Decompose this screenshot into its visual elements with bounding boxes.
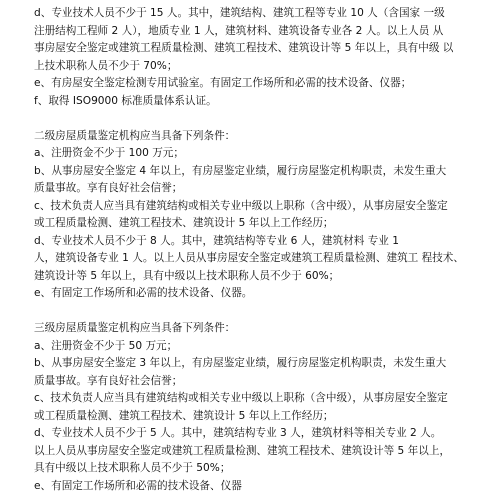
text-line: 质量事故。享有良好社会信誉； — [34, 180, 478, 198]
text-line: 质量事故。享有良好社会信誉； — [34, 373, 478, 391]
paragraph-gap — [34, 110, 478, 128]
text-line: 具有中级以上技术职称人员不少于 50%； — [34, 460, 478, 478]
text-line: e、有固定工作场所和必需的技术设备、仪器 — [34, 478, 478, 495]
text-line: 上技术职称人员不少于 70%； — [34, 58, 478, 76]
text-line: a、注册资金不少于 100 万元； — [34, 145, 478, 163]
text-line: 或工程质量检测、建筑工程技术、建筑设计 5 年以上工作经历； — [34, 215, 478, 233]
section-3 — [34, 320, 478, 495]
section-1 — [34, 5, 478, 110]
text-line: d、专业技术人员不少于 15 人。其中，建筑结构、建筑工程等专业 10 人（含国家 一级 — [34, 5, 478, 23]
text-line: d、专业技术人员不少于 5 人。其中，建筑结构专业 3 人，建筑材料等相关专业 2 人。 — [34, 425, 478, 443]
text-line: 人，建筑设备专业 1 人。以上人员从事房屋安全鉴定或建筑工程质量检测、建筑工 程技术、 — [34, 250, 478, 268]
text-line: b、从事房屋安全鉴定 3 年以上，有房屋鉴定业绩，履行房屋鉴定机构职责，未发生重大 — [34, 355, 478, 373]
text-line: e、有固定工作场所和必需的技术设备、仪器。 — [34, 285, 478, 303]
text-line: a、注册资金不少于 50 万元； — [34, 338, 478, 356]
text-line: 事房屋安全鉴定或建筑工程质量检测、建筑工程技术、建筑设计等 5 年以上，具有中级 以 — [34, 40, 478, 58]
text-line: c、技术负责人应当具有建筑结构或相关专业中级以上职称（含中级），从事房屋安全鉴定 — [34, 390, 478, 408]
paragraph-gap — [34, 303, 478, 321]
text-line: b、从事房屋安全鉴定 4 年以上，有房屋鉴定业绩，履行房屋鉴定机构职责，未发生重大 — [34, 163, 478, 181]
text-line: 或工程质量检测、建筑工程技术、建筑设计 5 年以上工作经历； — [34, 408, 478, 426]
section-heading: 三级房屋质量鉴定机构应当具备下列条件： — [34, 320, 478, 338]
text-line: 以上人员从事房屋安全鉴定或建筑工程质量检测、建筑工程技术、建筑设计等 5 年以上， — [34, 443, 478, 461]
text-line: 建筑设计等 5 年以上，具有中级以上技术职称人员不少于 60%； — [34, 268, 478, 286]
text-line: e、有房屋安全鉴定检测专用试验室。有固定工作场所和必需的技术设备、仪器； — [34, 75, 478, 93]
text-line: c、技术负责人应当具有建筑结构或相关专业中级以上职称（含中级），从事房屋安全鉴定 — [34, 198, 478, 216]
text-line: 注册结构工程师 2 人），地质专业 1 人，建筑材料、建筑设备专业各 2 人。以上人员 从 — [34, 23, 478, 41]
section-heading: 二级房屋质量鉴定机构应当具备下列条件： — [34, 128, 478, 146]
text-line: d、专业技术人员不少于 8 人。其中，建筑结构等专业 6 人，建筑材料 专业 1 — [34, 233, 478, 251]
section-2 — [34, 128, 478, 303]
text-line: f、取得 ISO9000 标准质量体系认证。 — [34, 93, 478, 111]
